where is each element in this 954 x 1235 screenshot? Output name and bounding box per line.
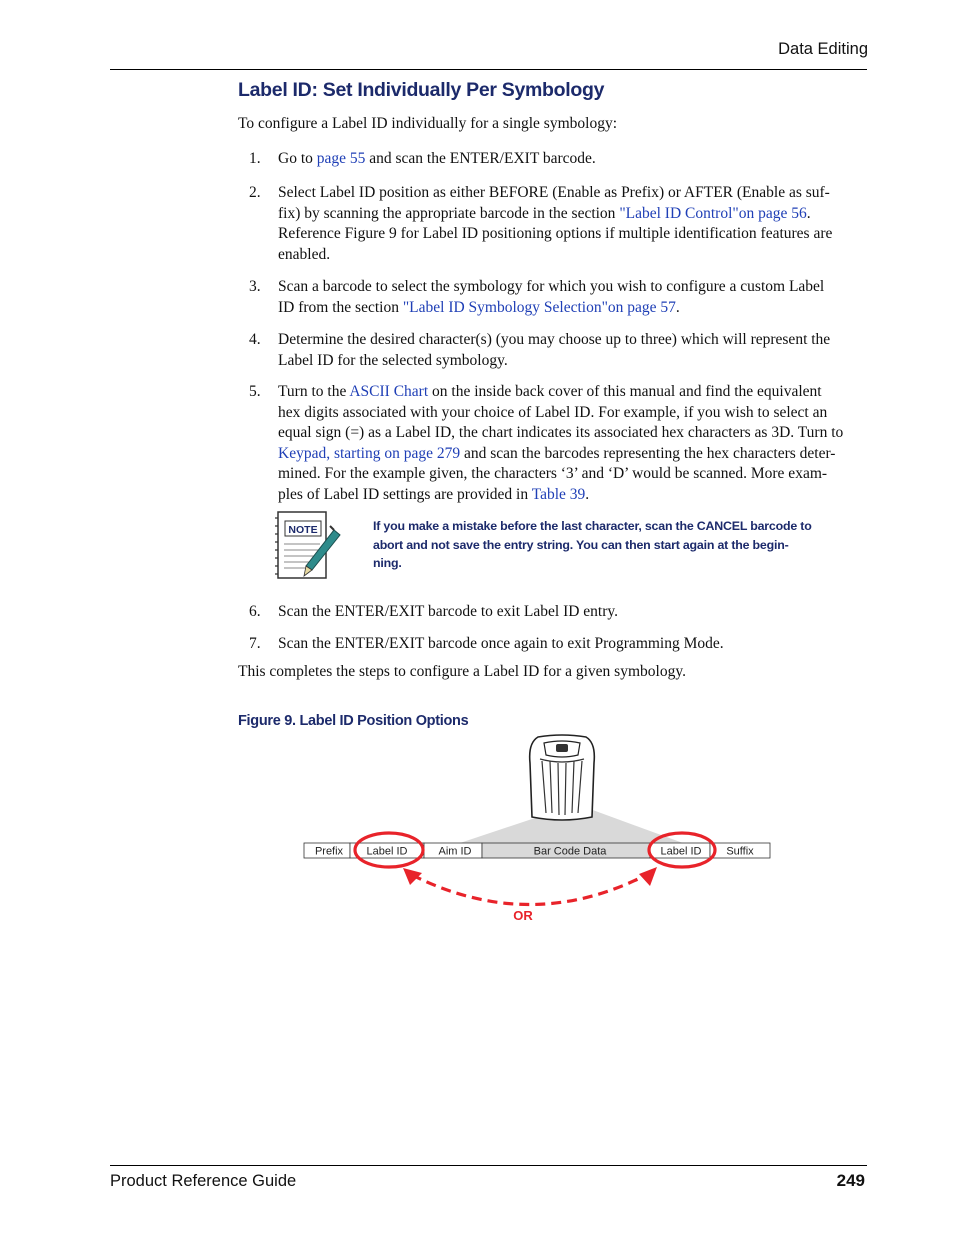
step-text: ID from the section [278,298,403,316]
step-1 [249,149,869,170]
cell-label: Aim ID [438,845,472,858]
note-icon-label: NOTE [288,524,318,536]
step-4 [249,330,869,371]
cell-label: Label ID [660,845,702,858]
step-text: and scan the ENTER/EXIT barcode. [365,150,596,167]
step-text: Label ID for the selected symbology. [278,351,508,369]
step-text: hex digits associated with your choice of Label ID. For example, if you wish to select an [278,403,828,421]
step-text: Determine the desired character(s) (you may choose up to three) which will represent the [278,331,831,348]
note-icon [274,508,342,582]
page-55-link[interactable]: page 55 [316,150,366,167]
step-text: . [806,204,811,222]
table-39-link[interactable]: Table 39 [531,485,586,503]
cell-label: Prefix [314,845,344,858]
step-number: 7. [249,635,261,652]
page-number: 249 [836,1171,865,1190]
step-number: 6. [249,603,261,620]
step-2 [249,183,869,265]
step-text: fix) by scanning the appropriate barcode in the section [278,204,620,222]
label-id-position-figure [300,733,774,933]
section-title: Label ID: Set Individually Per Symbology [238,79,605,101]
figure-caption: Figure 9. Label ID Position Options [238,713,469,729]
step-text: . [585,485,590,503]
note-line: abort and not save the entry string. You can then start again at the begin- [373,537,789,552]
ascii-chart-link[interactable]: ASCII Chart [349,383,429,400]
label-id-control-link[interactable]: "Label ID Control"on page 56 [619,204,807,222]
step-number: 4. [249,331,261,348]
arrow-head-right [639,867,657,886]
step-number: 5. [249,383,261,400]
step-text: and scan the barcodes representing the hex characters deter- [460,444,836,462]
step-5 [249,382,869,505]
step-number: 2. [249,184,261,201]
step-3 [249,277,869,318]
step-number: 1. [249,150,261,167]
or-label: OR [513,908,533,923]
step-text: enabled. [278,245,331,263]
note-line: If you make a mistake before the last character, scan the CANCEL barcode to [373,519,812,533]
arrow-head-left [403,868,422,885]
step-7 [249,634,869,655]
step-text: Turn to the [278,383,350,400]
footer-rule [110,1165,867,1166]
step-text: . [675,298,680,316]
step-text: ples of Label ID settings are provided in [278,485,532,503]
step-text: Scan a barcode to select the symbology for which you wish to configure a custom Label [278,278,825,295]
step-text: Scan the ENTER/EXIT barcode once again to exit Programming Mode. [278,635,724,652]
step-text: mined. For the example given, the characters ‘3’ and ‘D’ would be scanned. More exam- [278,465,828,482]
step-text: on the inside back cover of this manual and find the equivalent [428,383,822,400]
step-text: Select Label ID position as either BEFORE (Enable as Prefix) or AFTER (Enable as suf- [278,184,830,201]
step-number: 3. [249,278,261,295]
step-text: Go to [278,150,317,167]
label-id-symbology-selection-link[interactable]: "Label ID Symbology Selection"on page 57 [402,298,676,316]
keypad-link[interactable]: Keypad, starting on page 279 [278,444,461,462]
note-line: ning. [373,556,402,570]
or-arrow [412,873,650,905]
step-text: equal sign (=) as a Label ID, the chart indicates its associated hex characters as 3D. Turn to [278,424,844,441]
intro-paragraph: To configure a Label ID individually for a single symbology: [238,115,618,132]
step-text: Scan the ENTER/EXIT barcode to exit Label ID entry. [278,603,619,620]
step-text: Reference Figure 9 for Label ID positioning options if multiple identification features are [278,225,833,242]
header-rule [110,69,867,70]
scanner-device-icon [530,735,595,820]
footer-guide-title: Product Reference Guide [110,1172,297,1190]
closing-paragraph: This completes the steps to configure a Label ID for a given symbology. [238,663,686,680]
step-6 [249,602,869,623]
running-header: Data Editing [778,40,868,58]
cell-label: Label ID [366,845,408,858]
cell-label: Suffix [726,845,754,858]
cell-label: Bar Code Data [533,845,607,858]
note-text [373,517,853,573]
